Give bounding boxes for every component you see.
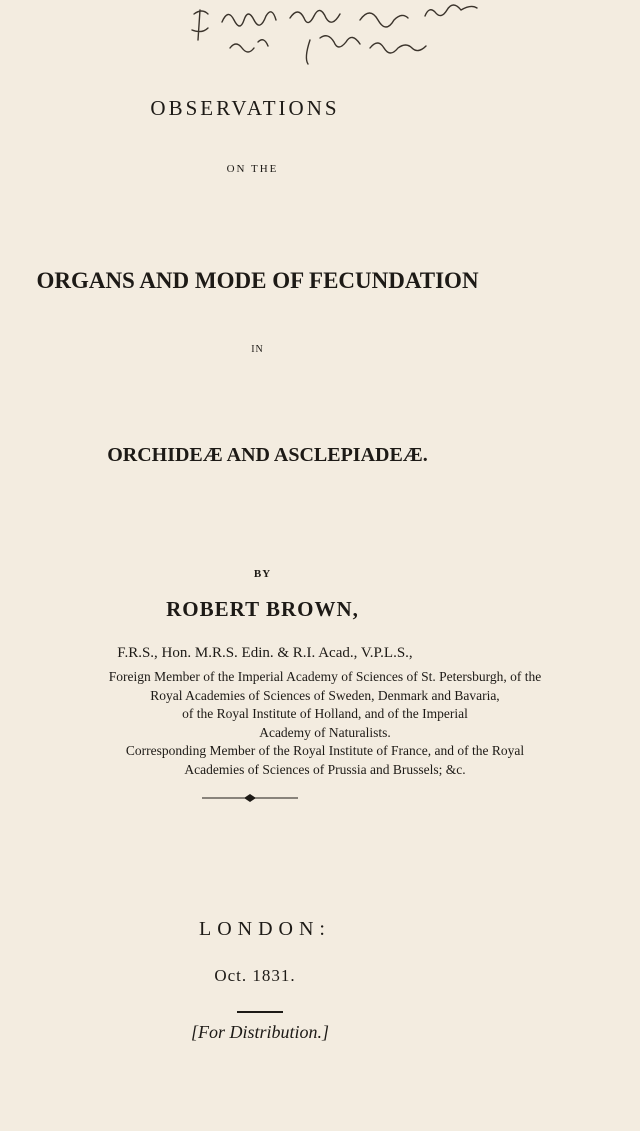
credentials-line: of the Royal Institute of Holland, and of the Imperial [182, 706, 468, 721]
ornamental-divider [200, 790, 300, 806]
handwritten-inscription [170, 0, 630, 70]
distribution-note: [For Distribution.] [190, 1022, 330, 1042]
credentials-line: Academy of Naturalists. [259, 724, 391, 740]
imprint-date: Oct. 1831. [214, 966, 296, 985]
credentials-line: Academies of Sciences of Prussia and Brussels; &c. [184, 761, 466, 777]
subtitle: ORCHIDEÆ AND ASCLEPIADEÆ. [107, 444, 428, 466]
credentials-line: Royal Academies of Sciences of Sweden, Denmark and Bavaria, [150, 687, 500, 703]
author-degrees: F.R.S., Hon. M.R.S. Edin. & R.I. Acad., V.P.L.S., [117, 645, 413, 661]
title-on-the: ON THE [226, 163, 279, 175]
credentials-line: Corresponding Member of the Royal Institute of France, and of the Royal [125, 743, 525, 758]
title-observations: OBSERVATIONS [150, 96, 340, 120]
credentials-line: Foreign Member of the Imperial Academy of Sciences of St. Petersburgh, of the [108, 669, 542, 684]
inscription-signature [170, 0, 630, 70]
divider-ornament-icon [200, 790, 300, 806]
author-name: ROBERT BROWN, [166, 597, 359, 621]
by-label: BY [253, 568, 272, 580]
main-title: ORGANS AND MODE OF FECUNDATION [36, 268, 479, 293]
imprint-place: LONDON: [199, 918, 331, 940]
author-credentials [0, 668, 640, 779]
short-rule [237, 1011, 283, 1013]
title-in: IN [251, 344, 264, 355]
